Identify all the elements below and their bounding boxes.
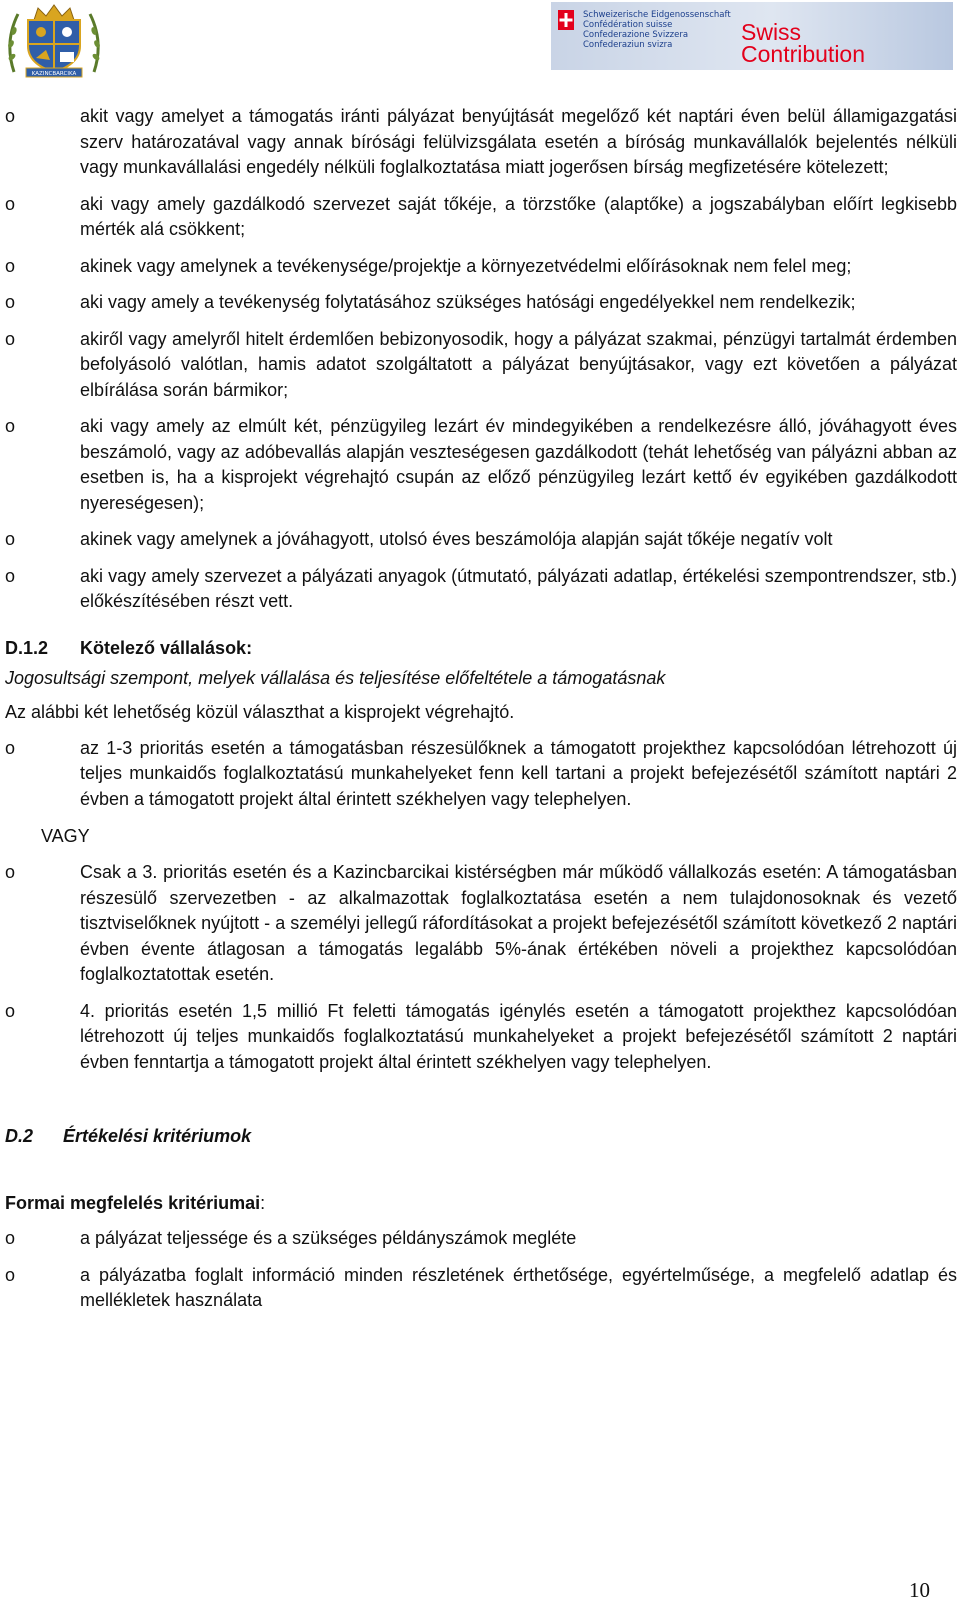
page-number: 10 (909, 1578, 930, 1602)
document-body (5, 104, 957, 1325)
list-item (5, 327, 957, 404)
list-item-text: aki vagy amely a tevékenység folytatásához szükséges hatósági engedélyekkel nem rendelkezik; (80, 292, 856, 312)
bullet-marker: o (5, 862, 16, 882)
bullet-marker: o (5, 292, 16, 312)
bullet-marker: o (5, 529, 16, 549)
svg-text:Confederaziun svizra: Confederaziun svizra (583, 40, 673, 50)
list-item (5, 736, 957, 813)
bullet-marker: o (5, 106, 16, 126)
list-item-text: akinek vagy amelynek a jóváhagyott, utolsó éves beszámolója alapján saját tőkéje negatív volt (80, 529, 833, 549)
page-header (0, 0, 960, 80)
section-title: Kötelező vállalások: (80, 637, 253, 658)
section-heading-d2 (5, 1123, 957, 1149)
bullet-marker: o (5, 255, 16, 276)
svg-text:KAZINCBARCIKA: KAZINCBARCIKA (31, 71, 77, 77)
section-number: D.2 (5, 1126, 34, 1146)
svg-text:Schweizerische Eidgenossenscha: Schweizerische Eidgenossenschaft (583, 10, 731, 20)
list-item-text: az 1-3 prioritás esetén a támogatásban részesülőknek a támogatott projekthez kapcsolódóan létrehozott új teljes munkaidős foglalkoztatású munkahelyeket fenn kell tartani a projekt befejezésétől számított naptári 2 évben a támogatott projekt által érintett székhelyen vagy telephelyen. (80, 737, 957, 809)
svg-text:Contribution: Contribution (741, 41, 866, 67)
list-item (5, 414, 957, 516)
svg-text:Confédération suisse: Confédération suisse (583, 20, 673, 30)
list-item (5, 860, 957, 988)
list-item (5, 564, 957, 615)
list-item (5, 1263, 957, 1314)
bullet-marker: o (5, 737, 16, 758)
list-item-text: akinek vagy amelynek a tevékenysége/projektje a környezetvédelmi előírásoknak nem felel meg; (80, 255, 852, 276)
list-item-text: Csak a 3. prioritás esetén és a Kazincbarcikai kistérségben már működő vállalkozás esetén: A támogatásban részesülő szervezetben - az alkalmazottak foglalkoztatása esetén a nem tulajdonosoknak és vezető tisztviselőknek nyújtott - a személyi jellegű ráfordításokat a projekt befejezésétől számított következő 2 naptári évben évente átlagosan a támogatás legalább 5%-ának értékében növeli a projekthez kapcsolódóan foglalkoztatottak esetén. (80, 862, 957, 984)
swiss-contribution-logo (551, 2, 953, 70)
list-item (5, 999, 957, 1076)
list-item (5, 104, 957, 181)
list-item (5, 527, 957, 553)
bullet-marker: o (5, 1228, 16, 1248)
list-item-text: aki vagy amely az elmúlt két, pénzügyileg lezárt év mindegyikében a rendelkezésre álló, jóváhagyott éves beszámoló, vagy az adóbevallás alapján veszteségesen gazdálkodott (tehát lehetőség van pályázni abban az esetben is, ha a kisprojekt végrehajtó csupán az előző pénzügyileg lezárt kettő év egyikében gazdálkodott nyereségesen); (80, 416, 957, 513)
list-item-text: a pályázat teljessége és a szükséges példányszámok megléte (80, 1228, 577, 1248)
bullet-marker: o (5, 193, 16, 214)
list-item-text: aki vagy amely gazdálkodó szervezet saját tőkéje, a törzstőke (alaptőke) a jogszabályban előírt legkisebb mérték alá csökkent; (80, 193, 957, 239)
list-item-text: a pályázatba foglalt információ minden részletének érthetősége, egyértelműsége, a megfelelő adatlap és mellékletek használata (80, 1264, 957, 1310)
bullet-marker: o (5, 565, 16, 586)
bullet-marker: o (5, 1264, 16, 1285)
section-intro: Az alábbi két lehetőség közül választhat a kisprojekt végrehajtó. (5, 701, 515, 722)
bullet-marker: o (5, 328, 16, 349)
section-title: Értékelési kritériumok (63, 1126, 252, 1146)
list-item (5, 1226, 957, 1252)
or-separator: VAGY (41, 826, 90, 846)
formal-criteria-title: Formai megfelelés kritériumai: (5, 1193, 266, 1213)
bullet-marker: o (5, 416, 16, 436)
section-heading-d12 (5, 635, 957, 661)
list-item-text: aki vagy amely szervezet a pályázati anyagok (útmutató, pályázati adatlap, értékelési szempontrendszer, stb.) előkészítésében részt vett. (80, 565, 957, 611)
kazincbarcika-crest-logo (4, 2, 104, 78)
svg-text:Confederazione Svizzera: Confederazione Svizzera (583, 30, 689, 40)
svg-text:Swiss: Swiss (741, 19, 802, 45)
list-item (5, 192, 957, 243)
list-item (5, 290, 957, 316)
section-subtitle: Jogosultsági szempont, melyek vállalása és teljesítése előfeltétele a támogatásnak (5, 667, 666, 688)
list-item-text: 4. prioritás esetén 1,5 millió Ft feletti támogatás igénylés esetén a támogatott projekthez kapcsolódóan létrehozott új teljes munkaidős foglalkoztatású munkahelyeket a projekt befejezésétől számított 2 naptári évben fenntartja a támogatott projekt által érintett székhelyen vagy telephelyen. (80, 1000, 957, 1072)
bullet-marker: o (5, 1000, 16, 1021)
section-number: D.1.2 (5, 637, 49, 658)
list-item-text: akiről vagy amelyről hitelt érdemlően bebizonyosodik, hogy a pályázat szakmai, pénzügyi tartalmát érdemben befolyásoló valótlan, hamis adatot szolgáltatott a pályázat benyújtásakor, vagy ezt követően a pályázat elbírálása során bármikor; (80, 328, 957, 400)
list-item-text: akit vagy amelyet a támogatás iránti pályázat benyújtását megelőző két naptári éven belül államigazgatási szerv határozatával vagy annak bírósági felülvizsgálata esetén a bíróság munkavállalók bejelentés nélküli vagy munkavállalási engedély nélküli foglalkoztatása miatt jogerősen bírság megfizetésére kötelezett; (80, 106, 957, 177)
list-item (5, 254, 957, 280)
